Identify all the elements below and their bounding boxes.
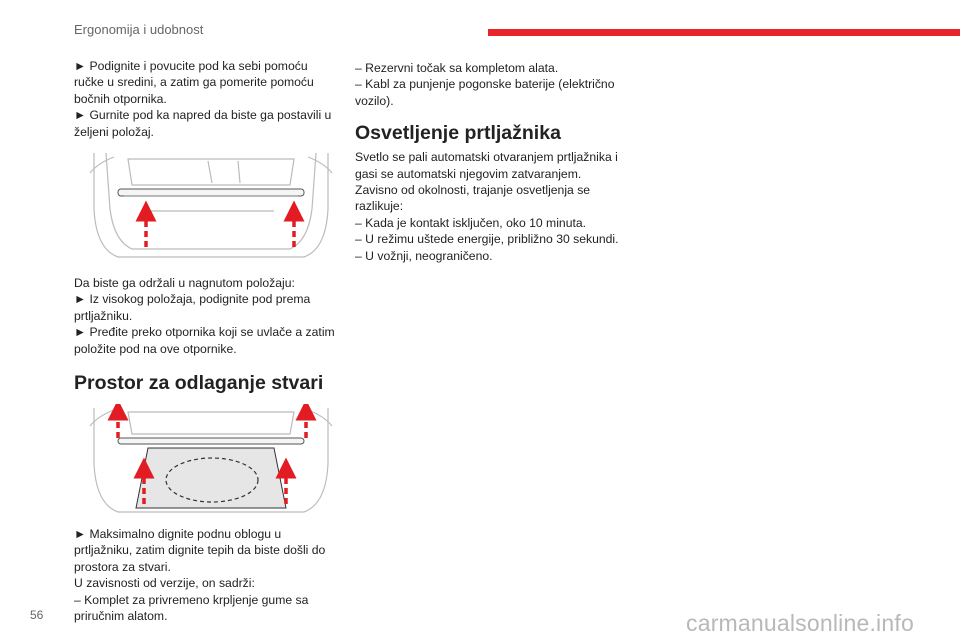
instruction-raise-floor: ► Podignite i povucite pod ka sebi pomoću ručke u sredini, a zatim ga pomerite pomoću bočnih otpornika. — [74, 59, 314, 106]
watermark: carmanualsonline.info — [686, 610, 914, 636]
lighting-duration-driving: – U vožnji, neograničeno. — [355, 248, 493, 263]
lighting-auto-text: Svetlo se pali automatski otvaranjem prtljažnika i gasi se automatski njegovim zatvaranjem. — [355, 150, 618, 181]
heading-storage-space: Prostor za odlaganje stvari — [74, 372, 324, 395]
header-section-title: Ergonomija i udobnost — [74, 22, 204, 37]
instruction-push-floor: ► Gurnite pod ka napred da biste ga postavili u željeni položaj. — [74, 108, 332, 139]
lighting-duration-text: Zavisno od okolnosti, trajanje osvetljenja se razlikuje: — [355, 183, 591, 214]
instruction-retractable-stops: ► Pređite preko otpornika koji se uvlače a zatim položite pod na ove otpornike. — [74, 325, 335, 356]
page-number: 56 — [30, 608, 44, 622]
contents-item-charging-cable: – Kabl za punjenje pogonske baterije (električno vozilo). — [355, 77, 615, 108]
instruction-lift-floor: ► Iz visokog položaja, podignite pod prema prtljažniku. — [74, 292, 311, 323]
right-column — [355, 60, 625, 264]
trunk-floor-raise-illustration — [88, 149, 334, 261]
contents-item-spare-wheel: – Rezervni točak sa kompletom alata. — [355, 61, 559, 75]
contents-intro-text: U zavisnosti od verzije, on sadrži: — [74, 576, 255, 591]
heading-trunk-lighting: Osvetljenje prtljažnika — [355, 122, 561, 145]
lighting-duration-ignition-off: – Kada je kontakt isključen, oko 10 minuta. — [355, 215, 587, 230]
left-column — [74, 58, 340, 625]
contents-item-repair-kit: – Komplet za privremeno krpljenje gume sa priručnim alatom. — [74, 592, 309, 624]
tilt-intro-text: Da biste ga održali u nagnutom položaju: — [74, 276, 295, 291]
instruction-lift-cover: ► Maksimalno dignite podnu oblogu u prtljažniku, zatim dignite tepih da biste došli do prostora za stvari. — [74, 527, 326, 574]
lighting-duration-energy-saving: – U režimu uštede energije, približno 30 sekundi. — [355, 232, 619, 247]
storage-compartment-illustration — [88, 404, 334, 516]
header-accent-bar — [488, 29, 960, 36]
